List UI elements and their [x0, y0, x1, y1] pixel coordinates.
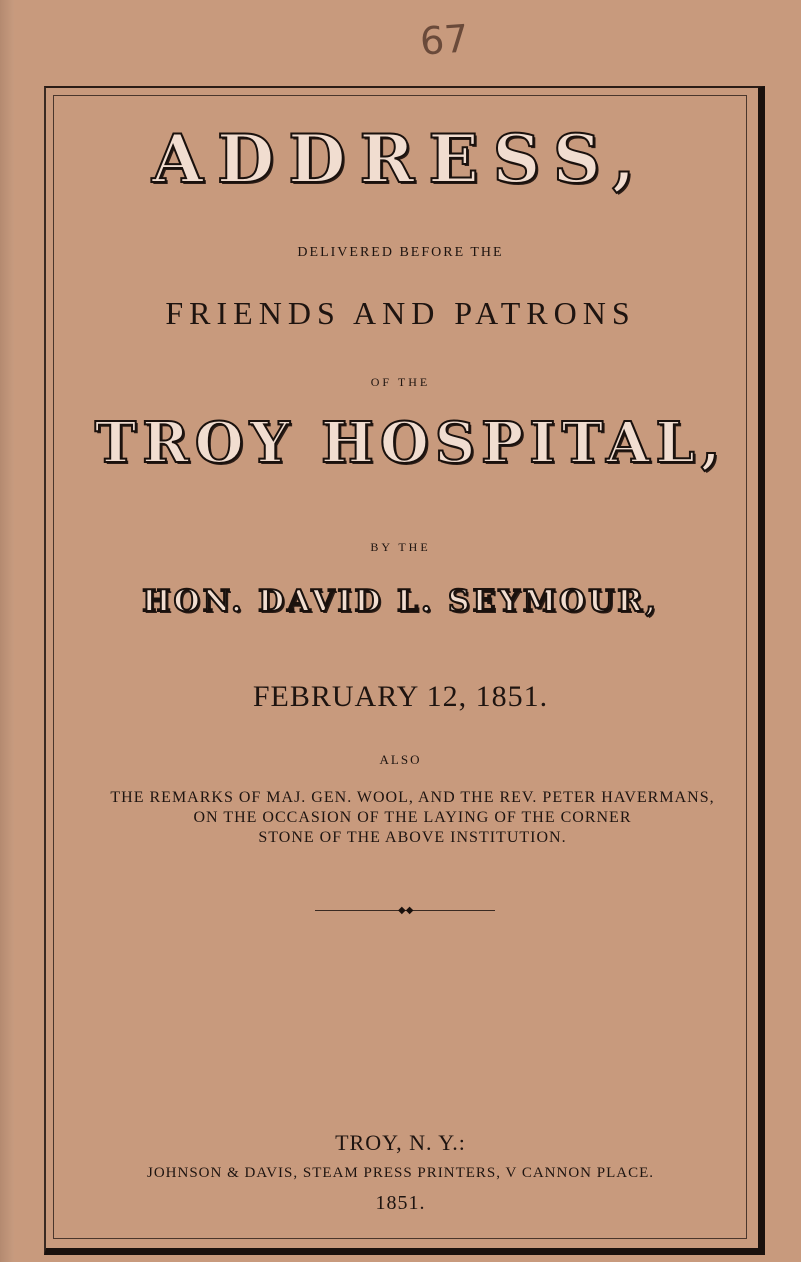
audience-line: FRIENDS AND PATRONS — [165, 295, 636, 331]
speaker-name: HON. DAVID L. SEYMOUR, — [142, 584, 659, 619]
imprint-place: TROY, N. Y.: — [335, 1130, 466, 1155]
title-address: ADDRESS, — [151, 120, 650, 198]
imprint-year: 1851. — [375, 1192, 426, 1214]
institution-title: TROY HOSPITAL, — [94, 410, 727, 476]
inner-border — [53, 95, 747, 1239]
remarks-line: STONE OF THE ABOVE INSTITUTION. — [258, 829, 567, 846]
remarks-block — [12, 788, 801, 848]
also-line: ALSO — [379, 752, 422, 767]
by-the-line: BY THE — [370, 540, 431, 554]
handwritten-mark: 67 — [418, 16, 470, 64]
delivered-before-line: DELIVERED BEFORE THE — [297, 245, 504, 260]
address-date: FEBRUARY 12, 1851. — [252, 680, 549, 713]
remarks-line: ON THE OCCASION OF THE LAYING OF THE CORNER — [193, 809, 632, 826]
remarks-line: THE REMARKS OF MAJ. GEN. WOOL, AND THE REV. PETER HAVERMANS, — [110, 789, 715, 806]
ornament-icon: ◆◆ — [398, 905, 414, 916]
imprint-printers: JOHNSON & DAVIS, STEAM PRESS PRINTERS, V CANNON PLACE. — [146, 1165, 654, 1181]
of-the-line: OF THE — [370, 375, 431, 389]
